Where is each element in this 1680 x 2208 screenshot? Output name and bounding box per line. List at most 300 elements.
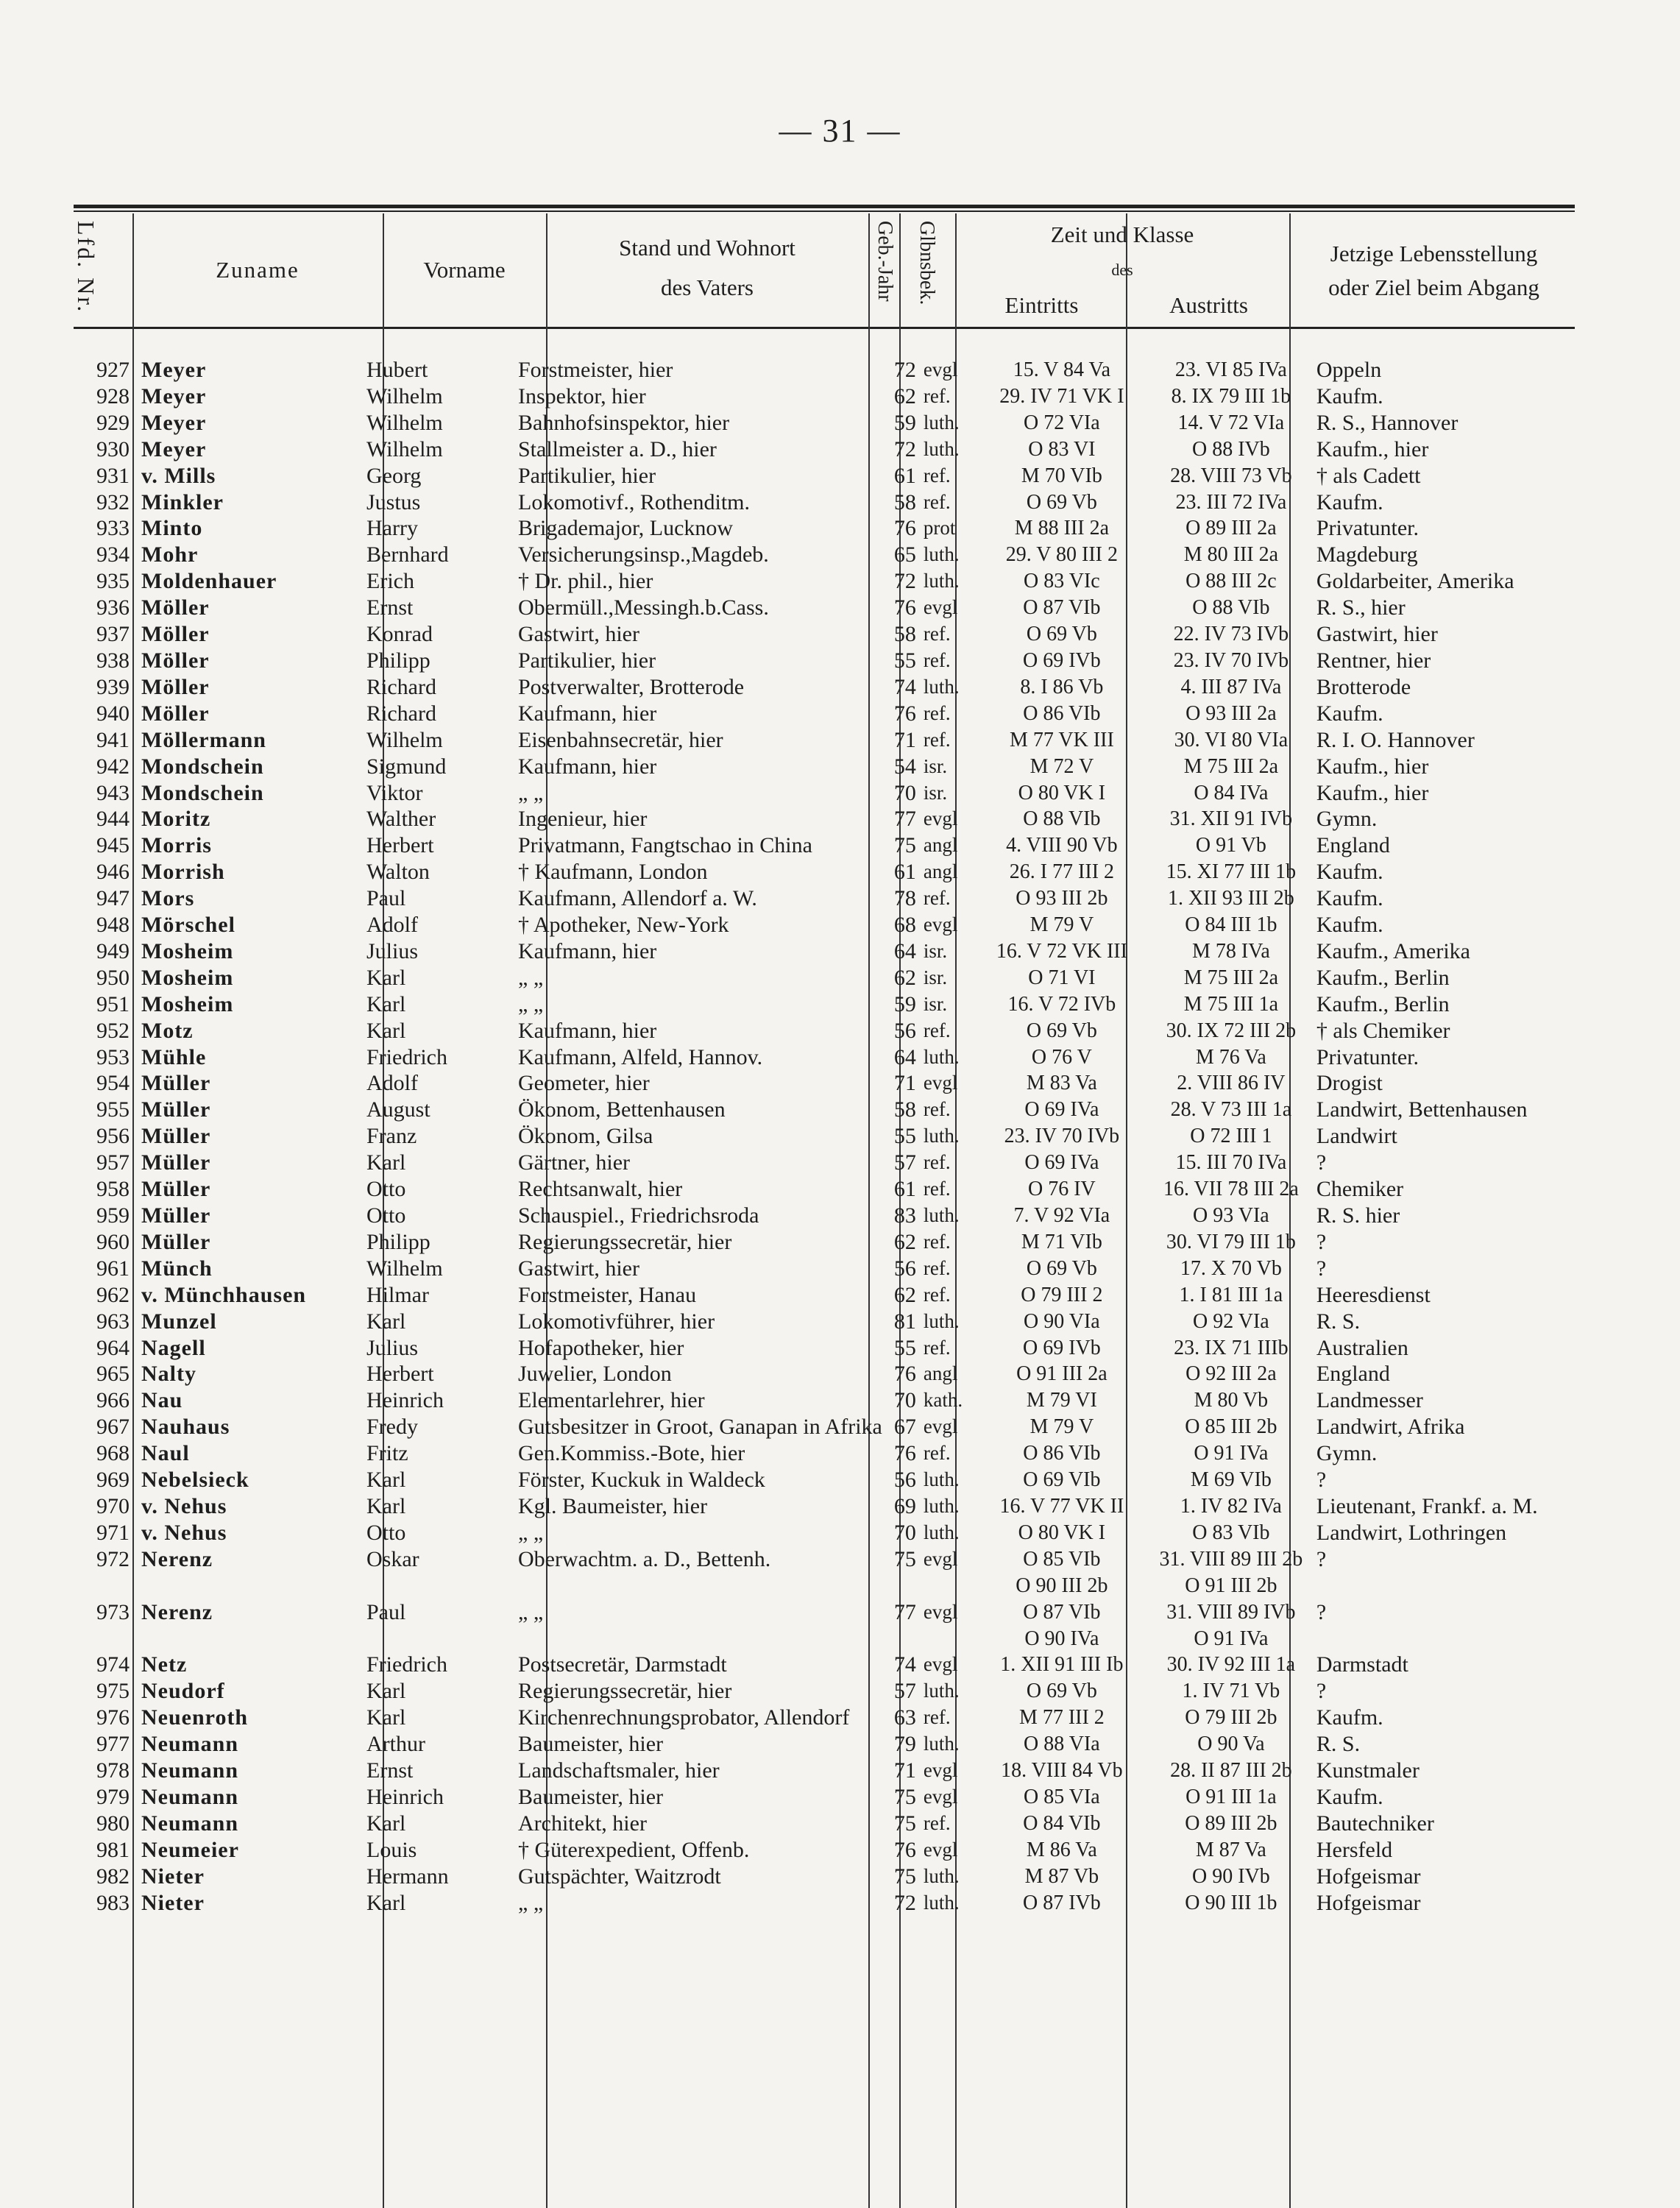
first-name: Georg [366, 463, 422, 488]
current-position: Kaufm. [1316, 860, 1383, 885]
surname: Neumann [141, 1811, 239, 1836]
birth-year: 69 [893, 1493, 916, 1518]
entry-date-class: O 86 VIb [1023, 1442, 1101, 1465]
current-position: Lieutenant, Frankf. a. M. [1316, 1493, 1538, 1518]
header-austritts: Austritts [1169, 292, 1248, 318]
birth-year: 68 [893, 913, 916, 938]
confession: luth. [923, 1045, 960, 1068]
table-row [74, 1652, 1611, 1678]
exit-date-class: M 78 IVa [1191, 939, 1270, 963]
confession: ref. [923, 623, 951, 645]
entry-date-class: M 79 VI [1026, 1389, 1097, 1412]
birth-year: 75 [893, 1811, 916, 1836]
exit-date-class: O 93 VIa [1193, 1204, 1269, 1227]
confession: ref. [923, 728, 951, 751]
current-position: R. S., Hannover [1316, 410, 1459, 435]
row-number: 970 [96, 1493, 130, 1518]
header-vorname: Vorname [423, 257, 506, 283]
birth-year: 75 [893, 1864, 916, 1889]
current-position: Gymn. [1316, 807, 1378, 832]
first-name: Viktor [366, 780, 423, 805]
father-occupation: Gutspächter, Waitzrodt [518, 1864, 721, 1889]
entry-date-class: 7. V 92 VIa [1013, 1204, 1110, 1227]
row-number: 975 [96, 1679, 130, 1704]
father-occupation: Kaufmann, Alfeld, Hannov. [518, 1044, 763, 1069]
entry-date-class: O 69 Vb [1026, 1256, 1097, 1280]
confession: luth. [923, 1125, 960, 1147]
confession: evgl [923, 1547, 958, 1570]
father-occupation: Kaufmann, hier [518, 1018, 657, 1043]
surname: Müller [141, 1124, 211, 1149]
current-position: Kaufm. [1316, 701, 1383, 726]
surname: Neuenroth [141, 1705, 249, 1730]
entry-date-class: O 69 VIb [1023, 1468, 1101, 1492]
table-row [74, 1520, 1611, 1546]
birth-year: 57 [893, 1150, 916, 1175]
table-row [74, 621, 1611, 648]
row-number: 979 [96, 1784, 130, 1809]
surname: Mosheim [141, 938, 234, 963]
row-number: 953 [96, 1044, 130, 1069]
exit-date-class: M 75 III 2a [1183, 754, 1279, 778]
row-number: 932 [96, 489, 130, 514]
header-zuname: Zuname [216, 257, 300, 283]
first-name: Paul [366, 1599, 406, 1624]
current-position: Landwirt [1316, 1124, 1397, 1149]
first-name: Ernst [366, 1758, 414, 1783]
row-number: 931 [96, 463, 130, 488]
exit-date-class: 15. III 70 IVa [1175, 1151, 1287, 1175]
father-occupation: „ „ [518, 1599, 544, 1624]
header-rule [74, 327, 1575, 329]
table-row [74, 912, 1611, 938]
birth-year: 70 [893, 1388, 916, 1413]
entry-date-class: O 69 IVa [1024, 1098, 1099, 1122]
current-position: R. I. O. Hannover [1316, 727, 1475, 752]
father-occupation: Gen.Kommiss.-Bote, hier [518, 1441, 745, 1466]
confession: evgl [923, 1838, 958, 1861]
entry-date-class: O 85 VIb [1023, 1547, 1101, 1571]
surname: Naul [141, 1441, 190, 1466]
father-occupation: Versicherungsinsp.,Magdeb. [518, 542, 769, 567]
confession: ref. [923, 701, 951, 724]
row-number: 930 [96, 436, 130, 461]
confession: ref. [923, 1230, 951, 1253]
entry-date-class: 16. V 72 VK III [996, 939, 1127, 963]
table-row [74, 1493, 1611, 1520]
father-occupation: „ „ [518, 1890, 544, 1915]
confession: evgl [923, 1600, 958, 1623]
row-number: 983 [96, 1890, 130, 1915]
current-position: R. S. hier [1316, 1203, 1400, 1228]
exit-date-class: O 85 III 2b [1185, 1415, 1277, 1439]
birth-year: 76 [893, 1837, 916, 1862]
current-position: † als Chemiker [1316, 1018, 1450, 1043]
surname: Neumann [141, 1732, 239, 1757]
birth-year: 62 [893, 965, 916, 990]
exit-date-class: 4. III 87 IVa [1180, 675, 1282, 698]
birth-year: 79 [893, 1732, 916, 1757]
confession: angl [923, 1362, 958, 1385]
birth-year: 75 [893, 1546, 916, 1571]
confession: isr. [923, 966, 948, 988]
exit-date-class: M 76 Va [1195, 1045, 1266, 1069]
birth-year: 72 [893, 1890, 916, 1915]
current-position: ? [1316, 1256, 1327, 1281]
exit-date-class: 1. IV 71 Vb [1182, 1680, 1280, 1703]
first-name: Karl [366, 1679, 406, 1704]
header-stand-line1: Stand und Wohnort [619, 235, 795, 261]
first-name: Bernhard [366, 542, 449, 567]
confession: evgl [923, 596, 958, 619]
confession: luth. [923, 543, 960, 566]
row-number: 972 [96, 1546, 130, 1571]
table-row [74, 938, 1611, 965]
entry-date-class: M 70 VIb [1021, 464, 1102, 487]
surname: Neumann [141, 1758, 239, 1783]
exit-date-class: 23. IX 71 IIIb [1174, 1336, 1289, 1359]
table-row [74, 1256, 1611, 1282]
table-row [74, 595, 1611, 621]
entry-date-class: O 69 Vb [1026, 1019, 1097, 1042]
surname: Morris [141, 833, 212, 858]
exit-date-class: O 79 III 2b [1185, 1706, 1277, 1730]
surname: v. Mills [141, 463, 216, 488]
first-name: Karl [366, 1493, 406, 1518]
surname [137, 1626, 362, 1652]
row-number: 943 [96, 780, 130, 805]
table-row [74, 1758, 1611, 1784]
table-row [74, 1229, 1611, 1256]
table-row [74, 436, 1611, 463]
birth-year: 54 [893, 754, 916, 779]
exit-date-class: 28. V 73 III 1a [1170, 1098, 1292, 1122]
confession: evgl [923, 1653, 958, 1676]
surname: Mohr [141, 542, 199, 567]
exit-date-class: O 91 III 2b [1185, 1574, 1277, 1597]
father-occupation: Schauspiel., Friedrichsroda [518, 1203, 759, 1228]
exit-date-class: 31. VIII 89 III 2b [1159, 1547, 1303, 1571]
father-occupation: † Apotheker, New-York [518, 913, 729, 938]
birth-year: 76 [893, 1362, 916, 1387]
first-name: Franz [366, 1124, 417, 1149]
father-occupation: „ „ [518, 780, 544, 805]
father-occupation: Bahnhofsinspektor, hier [518, 410, 730, 435]
entry-date-class: M 71 VIb [1021, 1230, 1102, 1253]
row-number: 966 [96, 1388, 130, 1413]
father-occupation: „ „ [518, 965, 544, 990]
confession: evgl [923, 807, 958, 830]
birth-year: 56 [893, 1468, 916, 1493]
confession: ref. [923, 1442, 951, 1465]
current-position: Goldarbeiter, Amerika [1316, 569, 1514, 594]
row-number: 941 [96, 727, 130, 752]
father-occupation: Ingenieur, hier [518, 807, 648, 832]
header-jetzige-line2: oder Ziel beim Abgang [1328, 275, 1539, 300]
first-name: Philipp [366, 1229, 430, 1254]
current-position: Gymn. [1316, 1441, 1378, 1466]
table-row [74, 991, 1611, 1018]
birth-year: 61 [893, 860, 916, 885]
surname: Mühle [141, 1044, 207, 1069]
surname: Minto [141, 516, 203, 541]
exit-date-class: 1. I 81 III 1a [1179, 1283, 1283, 1306]
surname: Nebelsieck [141, 1468, 249, 1493]
current-position: Kunstmaler [1316, 1758, 1420, 1783]
father-occupation: Stallmeister a. D., hier [518, 436, 717, 461]
surname: Müller [141, 1097, 211, 1122]
row-number: 951 [96, 991, 130, 1016]
row-number: 962 [96, 1282, 130, 1307]
row-number: 957 [96, 1150, 130, 1175]
birth-year: 83 [893, 1203, 916, 1228]
first-name: Wilhelm [366, 383, 443, 408]
birth-year: 64 [893, 938, 916, 963]
exit-date-class: 17. X 70 Vb [1180, 1256, 1282, 1280]
surname: Mosheim [141, 991, 234, 1016]
current-position: Darmstadt [1316, 1652, 1408, 1677]
father-occupation [514, 1626, 882, 1652]
row-number: 940 [96, 701, 130, 726]
surname: Neumann [141, 1784, 239, 1809]
confession: ref. [923, 648, 951, 671]
current-position: Drogist [1316, 1071, 1383, 1096]
current-position: ? [1316, 1468, 1327, 1493]
exit-date-class: 14. V 72 VIa [1177, 411, 1285, 434]
surname: Möller [141, 674, 210, 699]
current-position: ? [1316, 1229, 1327, 1254]
exit-date-class: 8. IX 79 III 1b [1171, 384, 1291, 408]
confession: luth. [923, 1204, 960, 1226]
confession: luth. [923, 1733, 960, 1755]
table-row [74, 832, 1611, 859]
exit-date-class: O 83 VIb [1192, 1521, 1270, 1544]
entry-date-class: M 77 VK III [1009, 728, 1114, 751]
first-name: Arthur [366, 1732, 425, 1757]
surname: Mondschein [141, 780, 264, 805]
confession: isr. [923, 754, 948, 777]
header-jetzige-line1: Jetzige Lebensstellung [1330, 241, 1538, 266]
row-number: 934 [96, 542, 130, 567]
father-occupation: Baumeister, hier [518, 1784, 664, 1809]
first-name: Wilhelm [366, 436, 443, 461]
row-number [74, 1573, 137, 1599]
table-row [74, 1573, 1611, 1599]
table-row [74, 1044, 1611, 1071]
confession: ref. [923, 1019, 951, 1041]
entry-date-class: O 90 IVa [1024, 1627, 1099, 1650]
table-row [74, 1599, 1611, 1626]
entry-date-class: 15. V 84 Va [1013, 358, 1110, 381]
surname: Nerenz [141, 1599, 213, 1624]
first-name: Karl [366, 1705, 406, 1730]
father-occupation: Forstmeister, hier [518, 358, 673, 382]
surname: Möller [141, 595, 210, 620]
confession: evgl [923, 1759, 958, 1782]
father-occupation: Förster, Kuckuk in Waldeck [518, 1468, 765, 1493]
row-number: 964 [96, 1335, 130, 1360]
exit-date-class: O 72 III 1 [1190, 1125, 1272, 1148]
father-occupation: Juwelier, London [518, 1362, 672, 1387]
first-name: Louis [366, 1837, 417, 1862]
confession: kath. [923, 1389, 963, 1412]
first-name: Philipp [366, 648, 430, 673]
exit-date-class: O 92 VIa [1193, 1309, 1269, 1333]
first-name: Karl [366, 1890, 406, 1915]
surname: Münch [141, 1256, 213, 1281]
entry-date-class: O 87 IVb [1022, 1891, 1101, 1914]
confession: luth. [923, 675, 960, 698]
table-row [74, 754, 1611, 780]
entry-date-class: O 83 VI [1028, 437, 1096, 461]
entry-date-class: O 69 Vb [1026, 490, 1097, 514]
table-row [74, 568, 1611, 595]
birth-year: 56 [893, 1018, 916, 1043]
current-position: Magdeburg [1316, 542, 1418, 567]
exit-date-class: O 88 IVb [1191, 437, 1270, 461]
father-occupation: Architekt, hier [518, 1811, 647, 1836]
confession: evgl [923, 1785, 958, 1808]
father-occupation: Oberwachtm. a. D., Bettenh. [518, 1546, 771, 1571]
first-name: Herbert [366, 1362, 434, 1387]
confession: ref. [923, 1811, 951, 1834]
confession: isr. [923, 939, 948, 962]
surname: Müller [141, 1071, 211, 1096]
father-occupation: Landschaftsmaler, hier [518, 1758, 720, 1783]
confession: ref. [923, 490, 951, 513]
table-row [74, 1387, 1611, 1414]
confession: ref. [923, 1706, 951, 1729]
current-position: Landwirt, Afrika [1316, 1415, 1465, 1440]
birth-year: 81 [893, 1309, 916, 1334]
current-position: Kaufm. [1316, 383, 1383, 408]
surname [137, 1573, 362, 1599]
first-name [362, 1573, 514, 1599]
table-row [74, 515, 1611, 542]
father-occupation: Gastwirt, hier [518, 622, 639, 647]
table-row [74, 1282, 1611, 1309]
first-name: Heinrich [366, 1784, 444, 1809]
surname: Nagell [141, 1335, 206, 1360]
first-name: Wilhelm [366, 727, 443, 752]
current-position: Brotterode [1316, 674, 1411, 699]
exit-date-class: 30. VI 79 III 1b [1166, 1230, 1296, 1253]
surname: Müller [141, 1203, 211, 1228]
entry-date-class: O 85 VIa [1024, 1785, 1100, 1808]
table-row [74, 1123, 1611, 1150]
exit-date-class: 30. IX 72 III 2b [1166, 1019, 1297, 1042]
table-row [74, 1070, 1611, 1097]
table-row [74, 1309, 1611, 1335]
exit-date-class: O 91 IVa [1194, 1442, 1269, 1465]
birth-year: 62 [893, 1229, 916, 1254]
father-occupation: Kaufmann, hier [518, 701, 657, 726]
confession [919, 1573, 974, 1599]
exit-date-class: M 75 III 1a [1183, 992, 1279, 1016]
entry-date-class: O 69 Vb [1026, 623, 1097, 646]
row-number: 963 [96, 1309, 130, 1334]
birth-year: 65 [893, 542, 916, 567]
first-name: Walton [366, 860, 430, 885]
father-occupation: Obermüll.,Messingh.b.Cass. [518, 595, 769, 620]
row-number: 973 [96, 1599, 130, 1624]
first-name: Wilhelm [366, 410, 443, 435]
confession: evgl [923, 1072, 958, 1094]
current-position: Kaufm. [1316, 886, 1383, 911]
row-number: 960 [96, 1229, 130, 1254]
birth-year: 74 [893, 1652, 916, 1677]
father-occupation: Inspektor, hier [518, 383, 646, 408]
entry-date-class: O 90 III 2b [1016, 1574, 1108, 1597]
birth-year: 78 [893, 886, 916, 911]
table-row [74, 1678, 1611, 1705]
current-position: England [1316, 1362, 1390, 1387]
current-position [1312, 1626, 1611, 1652]
row-number: 952 [96, 1018, 130, 1043]
row-number: 959 [96, 1203, 130, 1228]
confession: isr. [923, 781, 948, 804]
current-position: Bautechniker [1316, 1811, 1434, 1836]
entry-date-class: 26. I 77 III 2 [1009, 860, 1115, 884]
surname: Morrish [141, 860, 225, 885]
current-position: R. S. [1316, 1309, 1361, 1334]
surname: Müller [141, 1150, 211, 1175]
row-number: 938 [96, 648, 130, 673]
father-occupation: Kaufmann, hier [518, 938, 657, 963]
row-number: 954 [96, 1071, 130, 1096]
confession: ref. [923, 1098, 951, 1121]
surname: Moritz [141, 807, 211, 832]
table-row [74, 780, 1611, 807]
table-row [74, 1837, 1611, 1864]
entry-date-class: O 83 VIc [1024, 570, 1100, 593]
entry-date-class: M 77 III 2 [1018, 1706, 1105, 1730]
father-occupation: Ökonom, Gilsa [518, 1124, 653, 1149]
first-name: Karl [366, 965, 406, 990]
exit-date-class: O 84 III 1b [1185, 913, 1277, 937]
exit-date-class: M 69 VIb [1190, 1468, 1272, 1492]
current-position: Landwirt, Lothringen [1316, 1520, 1507, 1545]
birth-year: 67 [893, 1415, 916, 1440]
father-occupation: Ökonom, Bettenhausen [518, 1097, 726, 1122]
confession: luth. [923, 1680, 960, 1702]
row-number: 955 [96, 1097, 130, 1122]
father-occupation: † Kaufmann, London [518, 860, 708, 885]
row-number: 976 [96, 1705, 130, 1730]
father-occupation: Lokomotivf., Rothenditm. [518, 489, 750, 514]
father-occupation: † Güterexpedient, Offenb. [518, 1837, 750, 1862]
table-row [74, 1731, 1611, 1758]
table-row [74, 1626, 1611, 1652]
first-name: Karl [366, 1150, 406, 1175]
table-row [74, 1097, 1611, 1123]
surname: Mors [141, 886, 195, 911]
father-occupation: Gastwirt, hier [518, 1256, 639, 1281]
first-name: Oskar [366, 1546, 419, 1571]
header-glbnsbek: Glbnsbek. [915, 221, 938, 305]
father-occupation: Kaufmann, Allendorf a. W. [518, 886, 757, 911]
row-number: 936 [96, 595, 130, 620]
birth-year: 55 [893, 648, 916, 673]
entry-date-class: O 88 VIb [1023, 807, 1101, 831]
birth-year: 71 [893, 1071, 916, 1096]
table-row [74, 1467, 1611, 1493]
father-occupation: Kgl. Baumeister, hier [518, 1493, 708, 1518]
confession: luth. [923, 437, 960, 460]
table-row [74, 383, 1611, 410]
first-name: Otto [366, 1177, 406, 1202]
father-occupation: „ „ [518, 991, 544, 1016]
